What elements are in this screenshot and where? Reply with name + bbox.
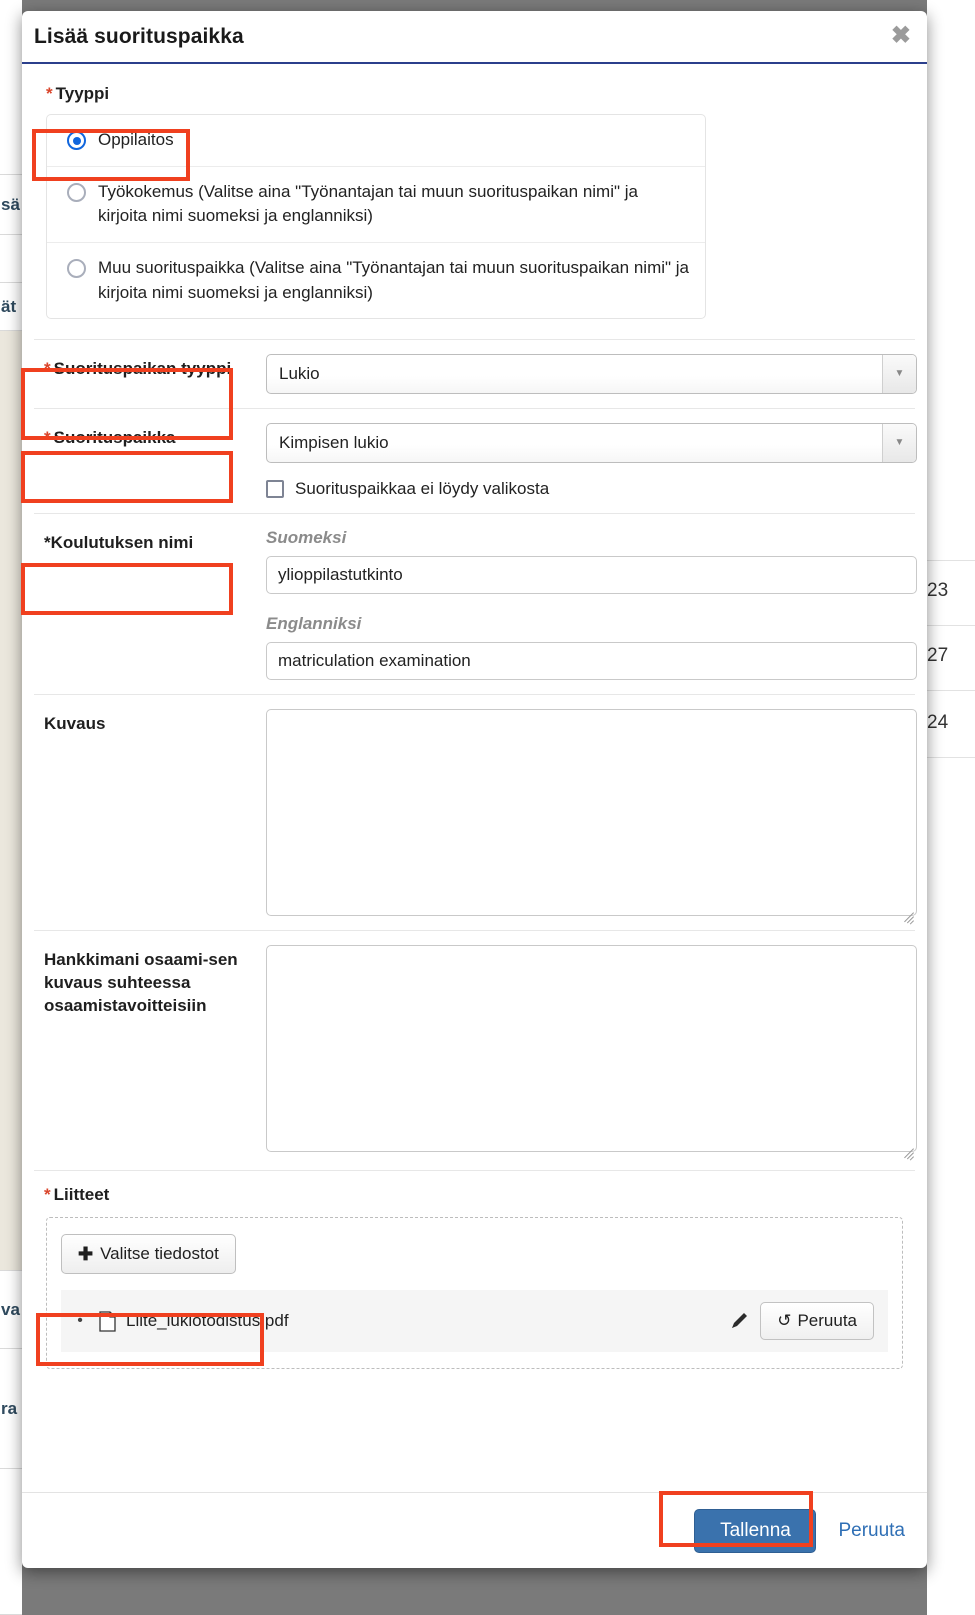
radio-unselected-icon [67,259,86,278]
education-name-row [34,513,915,694]
education-name-en-block [266,614,917,680]
resize-handle-icon[interactable] [900,899,914,913]
chevron-down-icon[interactable]: ▼ [882,355,916,393]
document-icon [99,1311,116,1332]
dialog-header [22,11,927,64]
background-right-column [927,0,975,1615]
save-button[interactable]: Tallenna [694,1509,816,1553]
radio-option-label: Työkokemus (Valitse aina "Työnantajan tai muun suorituspaikan nimi" ja kirjoita nimi suomeksi ja englanniksi) [98,181,638,226]
placement-type-select[interactable] [266,354,917,394]
competence-description-label: Hankkimani osaami-sen kuvaus suhteessa osaamistavoitteisiin [44,950,238,1016]
pencil-icon[interactable] [728,1310,750,1332]
type-radio-group [46,114,706,319]
resize-handle-icon[interactable] [900,1135,914,1149]
attachment-file-name: Liite_lukiotodistus.pdf [126,1311,289,1331]
bullet-icon: • [77,1312,83,1330]
competence-description-textarea[interactable] [266,945,917,1152]
type-section-label: * Tyyppi [46,84,110,103]
attachments-label: * Liitteet [34,1170,915,1217]
education-name-fi-sublabel: Suomeksi [266,528,347,548]
background-number: 24 [927,712,949,733]
placement-not-found-checkbox[interactable] [266,479,917,499]
radio-option-oppilaitos[interactable] [47,115,705,167]
attachments-dropzone[interactable] [46,1217,903,1369]
radio-unselected-icon [67,183,86,202]
attachment-list [61,1290,888,1352]
close-icon[interactable]: ✖ [890,22,911,49]
education-name-fi-input[interactable] [266,556,917,594]
dialog-footer [22,1492,927,1568]
placement-value: Kimpisen lukio [279,433,389,453]
radio-option-muu-suorituspaikka[interactable] [47,243,705,318]
radio-option-label: Oppilaitos [98,130,174,149]
placement-type-label: * Suorituspaikan tyyppi [44,359,232,379]
required-marker: * [46,84,53,103]
choose-files-button[interactable] [61,1234,236,1274]
description-row [34,694,915,930]
background-number: 23 [927,580,949,601]
placement-row [34,408,915,513]
add-placement-dialog [22,11,927,1568]
list-item [61,1290,888,1352]
placement-type-row [34,339,915,408]
dialog-title: Lisää suorituspaikka [34,24,244,48]
background-fragment: va [0,1271,22,1349]
background-fragment: sä [0,175,22,235]
choose-files-label: Valitse tiedostot [100,1244,219,1264]
description-textarea[interactable] [266,709,917,916]
placement-select[interactable] [266,423,917,463]
chevron-down-icon[interactable]: ▼ [882,424,916,462]
background-number: 27 [927,645,949,666]
competence-description-row [34,930,915,1166]
dialog-body [22,64,927,1492]
description-label: Kuvaus [44,714,106,734]
undo-icon: ↺ [777,1311,792,1331]
education-name-en-sublabel: Englanniksi [266,614,362,634]
required-marker: * [44,359,51,379]
background-fragment: ät [0,283,22,331]
cancel-link[interactable]: Peruuta [838,1519,905,1541]
radio-option-label: Muu suorituspaikka (Valitse aina "Työnantajan tai muun suorituspaikan nimi" ja kirjoita nimi suomeksi ja englanniksi) [98,257,690,302]
required-marker: * [44,428,51,448]
checkbox-icon [266,480,284,498]
background-fragment: ra [0,1349,22,1469]
required-marker: * [44,1185,51,1205]
education-name-label: *Koulutuksen nimi [44,533,194,553]
background-left-column [0,0,22,1615]
placement-type-value: Lukio [279,364,320,384]
education-name-en-input[interactable] [266,642,917,680]
placement-label: * Suorituspaikka [44,428,176,448]
undo-attachment-button[interactable] [760,1302,874,1340]
radio-selected-icon [67,131,86,150]
placement-not-found-label: Suorituspaikkaa ei löydy valikosta [295,479,550,499]
undo-label: Peruuta [797,1311,857,1331]
plus-icon: ✚ [78,1243,94,1264]
education-name-fi-block [266,528,917,594]
radio-option-tyokokemus[interactable] [47,167,705,243]
